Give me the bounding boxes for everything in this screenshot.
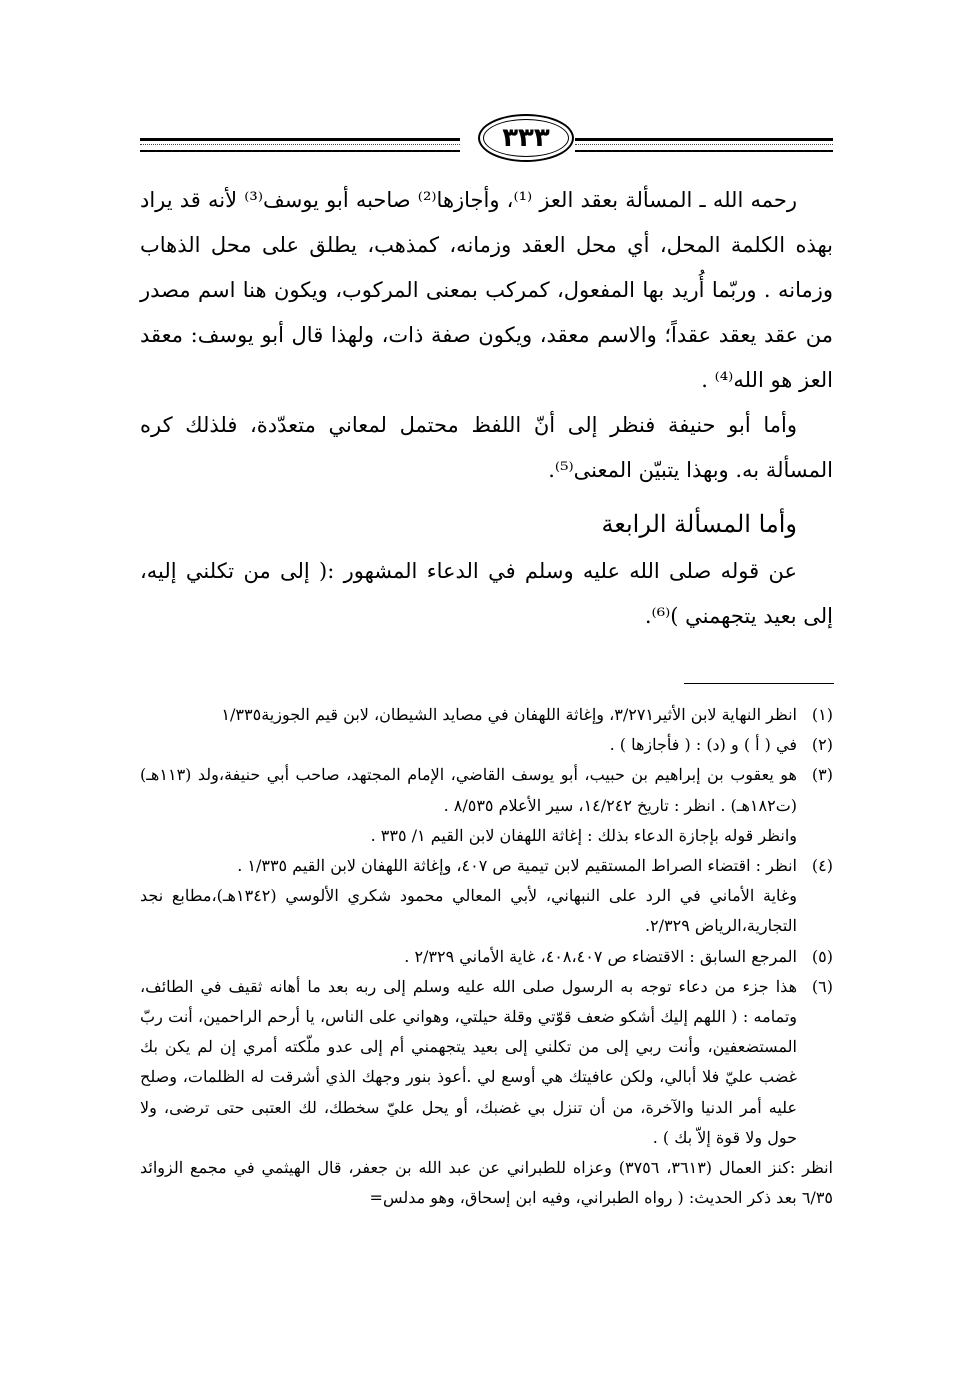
footnote-text: هذا جزء من دعاء توجه به الرسول صلى الله عليه وسلم إلى ربه بعد ما أهانه ثقيف في الطائف، وتمامه : ( اللهم إليك أشكو ضعف قوّتي وقلة حيلتي، وهواني على الناس، يا أرحم الراحمين، أنت ربّ المستضعفين، وأنت ربي إلى من تكلني إلى بعيد يتجهمني أم إلى عدو ملّكته أمري إن لم يكن بك غضب عليّ فلا أبالي، ولكن عافيتك هي أوسع لي .أعوذ بنور وجهك الذي أشرقت له الظلمات، وصلح عليه أمر الدنيا والآخرة، من أن تنزل بي غضبك، أو يحل عليّ سخطك، لك العتبى حتى ترضى، ولا حول ولا قوة إلاّ بك ) .	[140, 976, 798, 1147]
footnote-number: (٥)	[811, 946, 833, 966]
footnote-1	[140, 700, 833, 730]
paragraph-2: وأما أبو حنيفة فنظر إلى أنّ اللفظ محتمل لمعاني متعدّدة، فلذلك كره المسألة به. وبهذا يتبيّن المعنى⁽⁵⁾.	[140, 413, 833, 482]
footnote-text: في ( أ ) و (د) : ( فأجازها ) .	[609, 735, 797, 755]
footnote-4	[140, 851, 833, 942]
section-heading: وأما المسألة الرابعة	[601, 510, 797, 538]
footnote-number: (٣)	[811, 765, 833, 785]
footnote-separator	[684, 683, 834, 684]
footnote-number: (٦)	[811, 976, 833, 996]
footnote-text: وانظر قوله بإجازة الدعاء بذلك : إغاثة اللهفان لابن القيم ١/ ٣٣٥ .	[370, 825, 797, 845]
footnote-6	[140, 972, 833, 1153]
page-number	[478, 114, 574, 162]
footnote-5	[140, 942, 833, 972]
footnote-text: انظر النهاية لابن الأثير٣/٢٧١، وإغاثة اللهفان في مصايد الشيطان، لابن قيم الجوزية١/٣٣٥	[221, 705, 797, 724]
header-rule-left	[140, 138, 460, 152]
footnote-number: (٢)	[811, 735, 833, 755]
footnote-number: (٤)	[811, 856, 833, 876]
footnotes	[140, 700, 833, 1213]
footnote-number: (١)	[811, 705, 833, 724]
footnote-continuation: انظر :كنز العمال (٣٦١٣، ٣٧٥٦) وعزاه للطبراني عن عبد الله بن جعفر، قال الهيثمي في مجمع الزوائد ٦/٣٥ بعد ذكر الحديث: ( رواه الطبراني، وفيه ابن إسحاق، وهو مدلس=	[140, 1158, 833, 1208]
paragraph-1: رحمه الله ـ المسألة بعقد العز ⁽¹⁾، وأجازها⁽²⁾ صاحبه أبو يوسف⁽³⁾ لأنه قد يراد بهذه الكلمة المحل، أي محل العقد وزمانه، كمذهب، يطلق على محل الذهاب وزمانه . وربّما أُريد بها المفعول، كمركب بمعنى المركوب، ويكون هنا اسم مصدر من عقد يعقد عقداً؛ والاسم معقد، ويكون صفة ذات، ولهذا قال أبو يوسف: معقد العز هو الله⁽⁴⁾ .	[140, 188, 833, 392]
header-rule-right	[575, 138, 833, 152]
footnote-text: انظر : اقتضاء الصراط المستقيم لابن تيمية ص ٤٠٧، وإغاثة اللهفان لابن القيم ١/٣٣٥ .	[237, 856, 797, 876]
page-header	[140, 108, 833, 164]
footnote-text: هو يعقوب بن إبراهيم بن حبيب، أبو يوسف القاضي، الإمام المجتهد، صاحب أبي حنيفة،ولد (١١٣هـ) (ت١٨٢هـ) . انظر : تاريخ ١٤/٢٤٢، سير الأعلام ٨/٥٣٥ .	[140, 765, 797, 815]
footnote-text: وغاية الأماني في الرد على النبهاني، لأبي المعالي محمود شكري الألوسي (١٣٤٢هـ)،مطابع نجد التجارية،الرياض ٢/٣٢٩.	[140, 886, 798, 936]
paragraph-3: عن قوله صلى الله عليه وسلم في الدعاء المشهور :( إلى من تكلني إليه، إلى بعيد يتجهمني )⁽⁶⁾.	[140, 559, 833, 628]
footnote-2	[140, 730, 833, 760]
footnote-3	[140, 760, 833, 851]
footnote-text: المرجع السابق : الاقتضاء ص ٤٠٨،٤٠٧، غاية الأماني ٢/٣٢٩ .	[404, 946, 797, 966]
main-text	[140, 178, 833, 639]
page-number-text: ٣٣٣	[502, 123, 550, 153]
